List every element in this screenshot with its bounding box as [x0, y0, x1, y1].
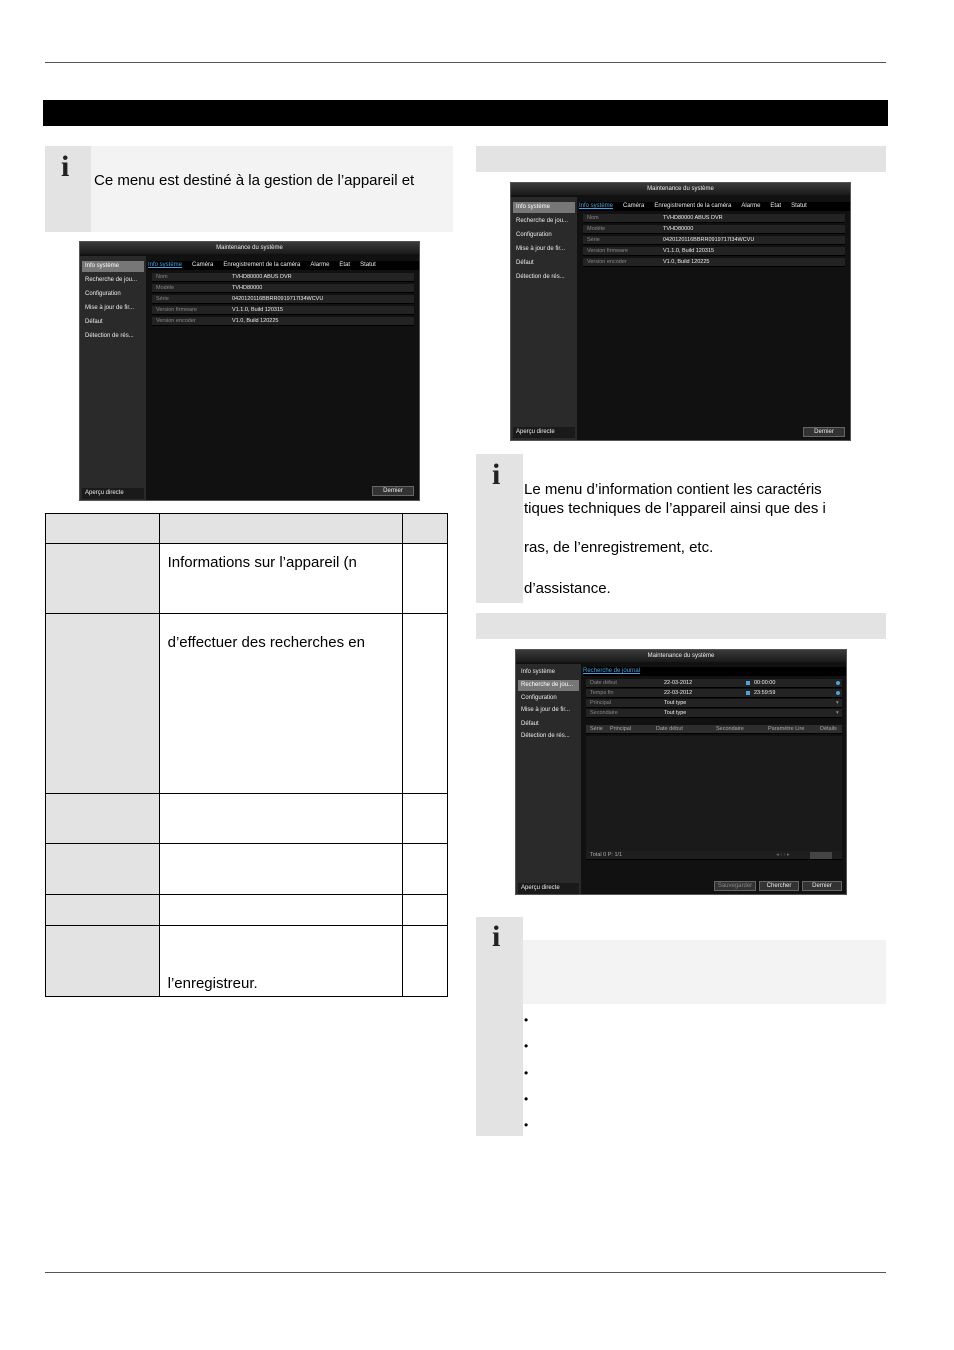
sidebar-item-recherche[interactable]: Recherche de jou...	[516, 218, 569, 224]
sidebar-item-info-systeme[interactable]: Info système	[82, 261, 144, 272]
table-row	[46, 544, 448, 614]
col-details: Détails	[820, 726, 837, 732]
table-cell	[159, 895, 403, 926]
principal-select[interactable]: Tout type	[664, 700, 687, 706]
table-header-cell	[403, 514, 448, 544]
info-value: TVHD80000	[232, 285, 263, 291]
field-row	[586, 709, 842, 718]
tab-enregistrement[interactable]: Enregistrement de la caméra	[654, 203, 732, 209]
table-cell	[46, 895, 160, 926]
info-value: V1.0, Build 120225	[232, 318, 279, 324]
total-count: Total 0 P: 1/1	[590, 852, 623, 858]
field-time[interactable]: 23:59:59	[754, 690, 776, 696]
field-row	[586, 699, 842, 708]
sidebar-item-mise-a-jour[interactable]: Mise à jour de fir...	[521, 707, 571, 713]
live-view-button[interactable]: Aperçu directe	[82, 488, 144, 499]
info-key: Nom	[587, 215, 599, 221]
col-parametre: Paramètre Lire	[768, 726, 805, 732]
info-icon: i	[492, 920, 501, 953]
table-cell	[46, 844, 160, 895]
clock-icon[interactable]	[836, 691, 840, 695]
bullet-item: •	[524, 1066, 529, 1080]
clock-icon[interactable]	[836, 681, 840, 685]
dvr-tabs	[148, 261, 420, 270]
info-key: Version encoder	[587, 259, 627, 265]
table-row	[46, 794, 448, 844]
info-box-2-line-2: tiques techniques de l’appareil ainsi que des i	[524, 500, 826, 517]
page-input[interactable]	[810, 852, 832, 859]
sidebar-item-defaut[interactable]: Défaut	[516, 260, 534, 266]
info-row	[152, 273, 414, 282]
table-header-cell	[159, 514, 403, 544]
field-key: Principal	[590, 700, 612, 706]
tab-alarme[interactable]: Alarme	[741, 203, 761, 209]
dvr-screen-system-info-2	[510, 182, 851, 441]
field-key: Temps fin	[590, 690, 614, 696]
sidebar-item-detection[interactable]: Détection de rés...	[521, 733, 570, 739]
table-cell: d’effectuer des recherches en	[159, 614, 403, 794]
field-date[interactable]: 22-03-2012	[664, 690, 693, 696]
section-header-bar	[43, 100, 888, 126]
dvr-tabs	[579, 202, 851, 211]
pager-row	[586, 851, 842, 860]
dvr-screen-log-search	[515, 649, 847, 895]
table-cell: l’enregistreur.	[159, 926, 403, 997]
info-value: 0420120116BBRR0919717I34WCVU	[663, 237, 755, 243]
table-cell	[46, 614, 160, 794]
chevron-down-icon[interactable]: ▾	[836, 710, 839, 716]
field-row	[586, 689, 842, 698]
col-serie: Série	[590, 726, 603, 732]
back-button[interactable]: Dernier	[372, 486, 414, 496]
info-row	[583, 258, 845, 267]
info-value: V1.0, Build 120225	[663, 259, 710, 265]
dvr-title: Maintenance du système	[516, 650, 846, 662]
info-row	[152, 317, 414, 326]
info-icon: i	[61, 150, 70, 183]
info-box-2-line-1: Le menu d’information contient les caractéris	[524, 481, 822, 498]
field-time[interactable]: 00:00:00	[754, 680, 776, 686]
dvr-sidebar	[511, 197, 577, 440]
table-cell	[46, 544, 160, 614]
sidebar-item-info-systeme[interactable]: Info système	[513, 202, 575, 213]
info-box-2-line-4: d’assistance.	[524, 580, 611, 597]
sidebar-item-configuration[interactable]: Configuration	[516, 232, 552, 238]
dvr-title: Maintenance du système	[511, 183, 850, 195]
bullet-item: •	[524, 1118, 529, 1132]
sidebar-item-defaut[interactable]: Défaut	[85, 319, 103, 325]
table-cell	[159, 844, 403, 895]
table-row	[46, 614, 448, 794]
tab-etat[interactable]: Etat	[339, 262, 351, 268]
col-principal: Principal	[610, 726, 632, 732]
field-row	[586, 679, 842, 688]
info-row	[583, 236, 845, 245]
info-key: Série	[156, 296, 169, 302]
info-row	[583, 214, 845, 223]
info-key: Version firmware	[156, 307, 197, 313]
tab-camera[interactable]: Caméra	[192, 262, 214, 268]
sidebar-item-detection[interactable]: Détection de rés...	[85, 333, 134, 339]
tab-etat[interactable]: Etat	[770, 203, 782, 209]
pager-icon[interactable]: ◂ ‹ › ▸	[776, 852, 790, 858]
col-secondaire: Secondaire	[716, 726, 744, 732]
sidebar-item-recherche[interactable]: Recherche de jou...	[85, 277, 138, 283]
bottom-rule	[45, 1272, 886, 1273]
col-date-debut: Date début	[656, 726, 683, 732]
log-table-header	[586, 725, 842, 734]
field-date[interactable]: 22-03-2012	[664, 680, 693, 686]
sidebar-item-defaut[interactable]: Défaut	[521, 721, 539, 727]
table-cell	[403, 544, 448, 614]
field-key: Date début	[590, 680, 617, 686]
table-cell	[159, 794, 403, 844]
info-row	[583, 247, 845, 256]
log-table-body	[586, 736, 842, 851]
bullet-item: •	[524, 1039, 529, 1053]
info-box-3-body	[523, 940, 886, 1004]
info-key: Modèle	[156, 285, 175, 291]
table-cell	[403, 614, 448, 794]
tab-alarme[interactable]: Alarme	[310, 262, 330, 268]
table-cell	[403, 794, 448, 844]
tab-info-systeme[interactable]: Info système	[148, 262, 183, 268]
info-row	[152, 306, 414, 315]
dvr-title: Maintenance du système	[80, 242, 419, 254]
back-button[interactable]: Dernier	[803, 427, 845, 437]
info-value: V1.1.0, Build 120315	[232, 307, 284, 313]
section-strip-1	[476, 146, 886, 172]
table-header-row	[46, 514, 448, 544]
table-cell	[403, 895, 448, 926]
tab-statut[interactable]: Statut	[360, 262, 376, 268]
search-button[interactable]: Chercher	[759, 881, 799, 891]
sidebar-item-mise-a-jour[interactable]: Mise à jour de fir...	[85, 305, 135, 311]
dvr-tabs	[583, 667, 847, 676]
calendar-icon[interactable]	[746, 681, 750, 685]
info-row	[152, 295, 414, 304]
info-key: Modèle	[587, 226, 606, 232]
table-cell	[46, 926, 160, 997]
table-cell	[46, 794, 160, 844]
tab-enregistrement[interactable]: Enregistrement de la caméra	[223, 262, 301, 268]
info-row	[583, 225, 845, 234]
back-button[interactable]: Dernier	[802, 881, 842, 891]
bullet-item: •	[524, 1013, 529, 1027]
sidebar-item-detection[interactable]: Détection de rés...	[516, 274, 565, 280]
dvr-screen-system-info	[79, 241, 420, 501]
table-cell: Informations sur l’appareil (n	[159, 544, 403, 614]
section-strip-2	[476, 613, 886, 639]
info-key: Nom	[156, 274, 168, 280]
info-box-1-text: Ce menu est destiné à la gestion de l’appareil et	[94, 172, 415, 189]
sidebar-item-recherche[interactable]: Recherche de jou...	[518, 680, 579, 691]
field-key: Secondaire	[590, 710, 618, 716]
info-icon: i	[492, 458, 501, 491]
info-key: Version encoder	[156, 318, 196, 324]
info-value: TVHD80000 ABUS DVR	[232, 274, 292, 280]
sidebar-item-mise-a-jour[interactable]: Mise à jour de fir...	[516, 246, 566, 252]
table-row	[46, 844, 448, 895]
sidebar-item-info-systeme[interactable]: Info système	[521, 669, 556, 675]
bullet-item: •	[524, 1092, 529, 1106]
live-view-button[interactable]: Aperçu directe	[513, 427, 575, 438]
live-view-button[interactable]: Aperçu directe	[518, 883, 579, 894]
info-value: TVHD80000	[663, 226, 694, 232]
sidebar-item-configuration[interactable]: Configuration	[521, 695, 557, 701]
info-value: V1.1.0, Build 120315	[663, 248, 715, 254]
menu-table	[45, 513, 448, 997]
table-cell	[403, 844, 448, 895]
tab-info-systeme[interactable]: Info système	[579, 203, 614, 209]
calendar-icon[interactable]	[746, 691, 750, 695]
info-key: Version firmware	[587, 248, 628, 254]
info-key: Série	[587, 237, 600, 243]
table-row	[46, 895, 448, 926]
dvr-sidebar	[516, 664, 581, 894]
dvr-sidebar	[80, 256, 146, 500]
info-box-2-line-3: ras, de l’enregistrement, etc.	[524, 539, 714, 556]
info-value: 0420120116BBRR0919717I34WCVU	[232, 296, 324, 302]
top-rule	[45, 62, 886, 63]
tab-statut[interactable]: Statut	[791, 203, 807, 209]
save-button[interactable]: Sauvegarder	[714, 881, 756, 891]
table-row	[46, 926, 448, 997]
sidebar-item-configuration[interactable]: Configuration	[85, 291, 121, 297]
tab-recherche-journal[interactable]: Recherche de journal	[583, 668, 641, 674]
chevron-down-icon[interactable]: ▾	[836, 700, 839, 706]
tab-camera[interactable]: Caméra	[623, 203, 645, 209]
info-value: TVHD80000 ABUS DVR	[663, 215, 723, 221]
secondaire-select[interactable]: Tout type	[664, 710, 687, 716]
table-cell	[403, 926, 448, 997]
table-header-cell	[46, 514, 160, 544]
info-row	[152, 284, 414, 293]
